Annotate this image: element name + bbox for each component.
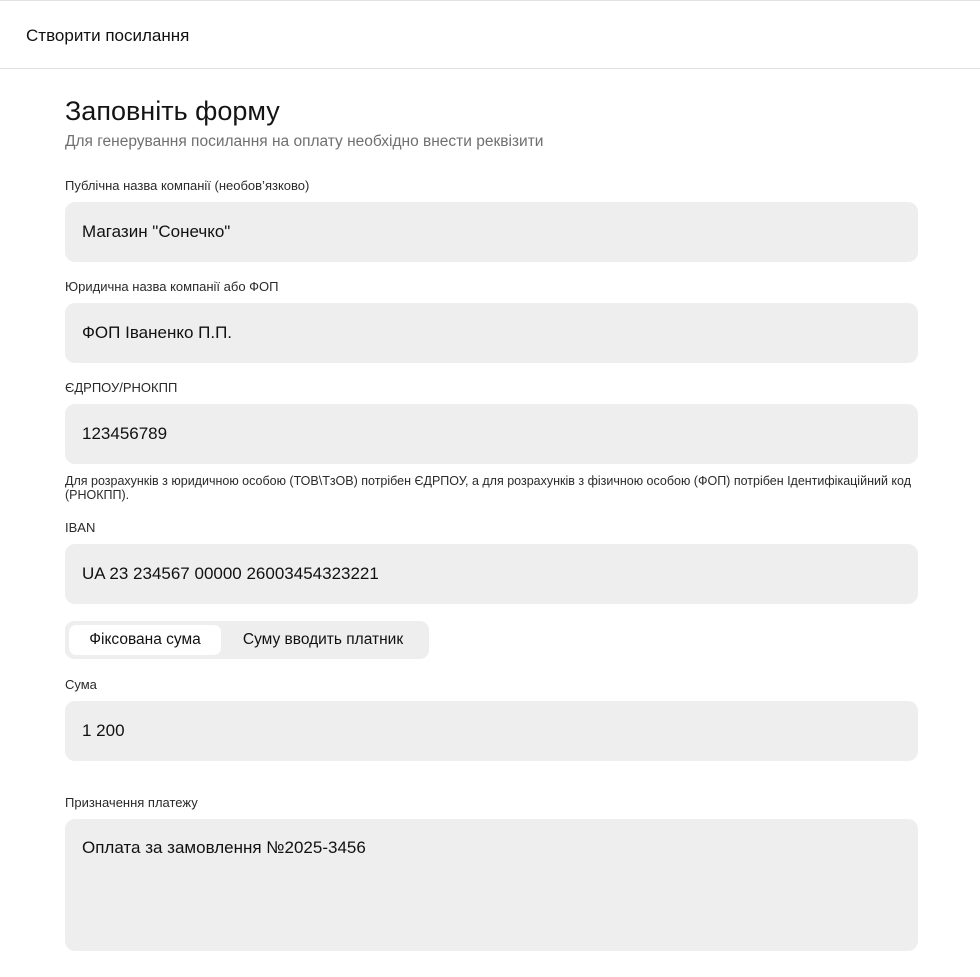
page-header-title: Створити посилання: [26, 26, 190, 45]
purpose-label: Призначення платежу: [65, 795, 198, 810]
amount-input[interactable]: 1 200: [65, 701, 918, 761]
form-subtitle: Для генерування посилання на оплату необхідно внести реквізити: [65, 133, 544, 150]
payer-enters-amount-tab[interactable]: Суму вводить платник: [242, 631, 404, 648]
tax-id-input[interactable]: 123456789: [65, 404, 918, 464]
iban-label: IBAN: [65, 520, 96, 535]
purpose-textarea[interactable]: Оплата за замовлення №2025-3456: [65, 819, 918, 951]
amount-mode-toggle: [65, 621, 429, 659]
tax-id-label: ЄДРПОУ/РНОКПП: [65, 380, 178, 395]
fixed-amount-tab[interactable]: Фіксована сума: [69, 625, 221, 655]
iban-input[interactable]: UA 23 234567 00000 26003454323221: [65, 544, 918, 604]
amount-label: Сума: [65, 677, 97, 692]
form-title: Заповніть форму: [65, 96, 280, 126]
company-legal-name-input[interactable]: ФОП Іваненко П.П.: [65, 303, 918, 363]
tax-id-hint: Для розрахунків з юридичною особою (ТОВ\ТзОВ) потрібен ЄДРПОУ, а для розрахунків з фізичною особою (ФОП) потрібен Ідентифікаційний код (РНОКПП).: [65, 474, 911, 502]
top-bar: [0, 0, 980, 69]
company-legal-name-label: Юридична назва компанії або ФОП: [65, 279, 279, 294]
company-public-name-input[interactable]: Магазин "Сонечко": [65, 202, 918, 262]
company-public-name-label: Публічна назва компанії (необов’язково): [65, 178, 310, 193]
